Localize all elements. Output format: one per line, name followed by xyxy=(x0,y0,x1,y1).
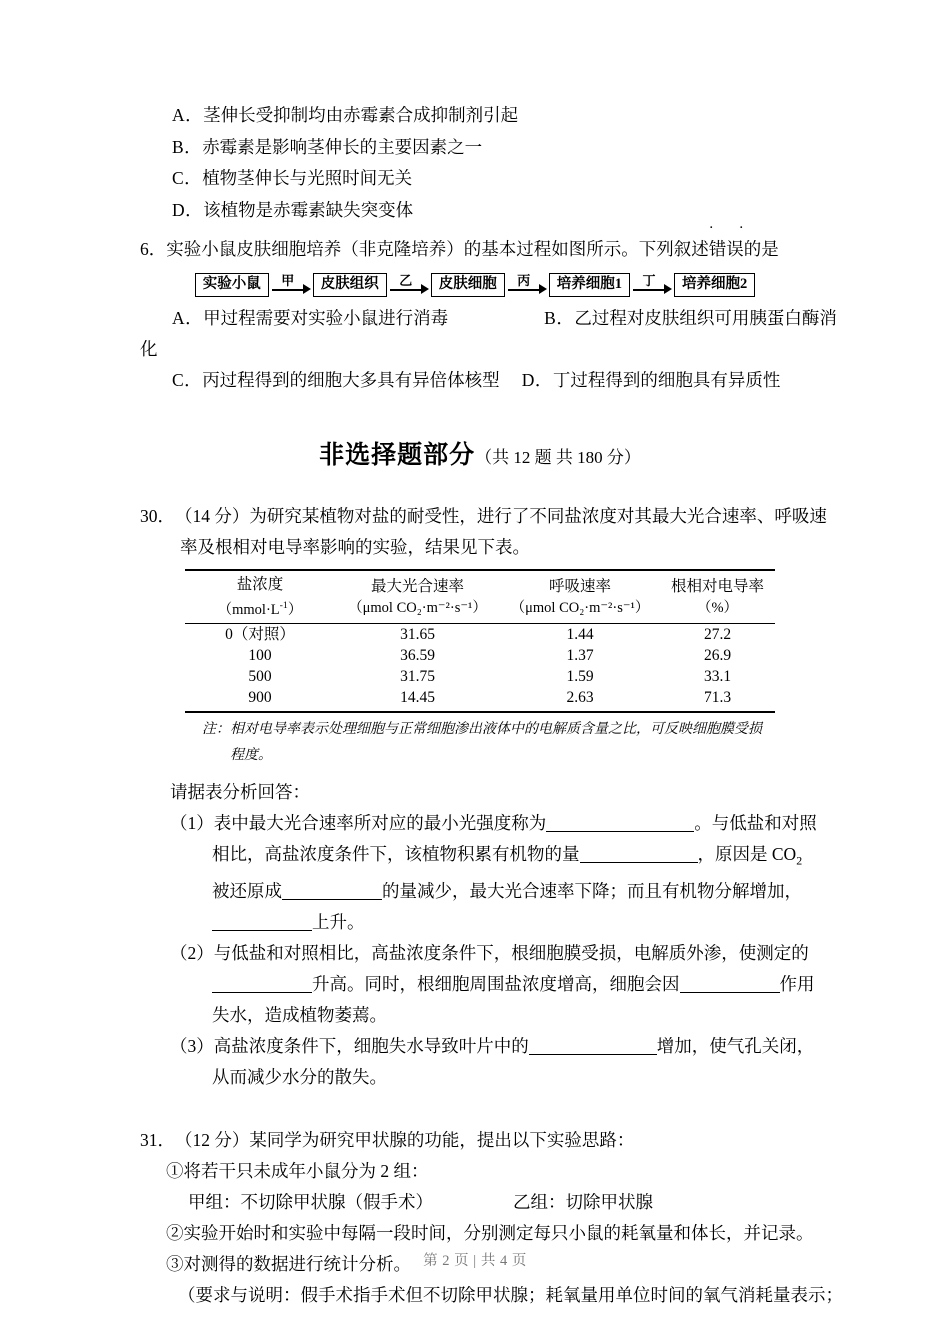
page-footer: 第 2 页 | 共 4 页 xyxy=(423,1253,527,1269)
question30-sub1-line1 xyxy=(140,808,820,839)
question6-emphasis: · · 错误 xyxy=(709,234,744,264)
question6-stem-tail: 的是 xyxy=(743,239,779,259)
arrow-shaft xyxy=(508,289,540,291)
option-text: 丁过程得到的细胞具有异质性 xyxy=(552,370,781,391)
question31-note: （要求与说明：假手术指手术但不切除甲状腺；耗氧量用单位时间的氧气消耗量表示； xyxy=(178,1285,843,1305)
arrow-shaft xyxy=(272,289,304,291)
question30-sub2-line1 xyxy=(140,938,820,969)
question30-text: （14 分）为研究某植物对盐的耐受性，进行了不同盐浓度对其最大光合速率、呼吸速 xyxy=(175,505,827,526)
question30-sub3-line2: 从而减少水分的散失。 xyxy=(212,1067,387,1087)
cell-photo: 31.65 xyxy=(400,625,435,643)
sub1-text: 被还原成 xyxy=(212,881,282,901)
flow-arrow-ding xyxy=(630,272,674,297)
arrow-head-icon xyxy=(421,284,429,294)
table-note xyxy=(140,717,820,769)
cell-culture-flowchart xyxy=(140,273,820,297)
header-root-relative-conductivity xyxy=(660,570,775,623)
question30 xyxy=(140,501,827,1093)
cell-resp: 1.44 xyxy=(566,625,594,643)
flow-box-skin-cell: 皮肤细胞 xyxy=(431,273,505,297)
sub2-label: （2） xyxy=(170,943,214,963)
header-unit: （μmol CO₂·m⁻²·s⁻¹） xyxy=(510,599,650,616)
table-head xyxy=(185,570,775,623)
arrow-head-icon xyxy=(303,284,311,294)
question30-line2: 率及根相对电导率影响的实验，结果见下表。 xyxy=(180,536,530,557)
sub1-text: ，原因是 CO xyxy=(697,843,797,864)
question30-sub3-line1 xyxy=(140,1031,820,1062)
cell-salt: 0（对照） xyxy=(225,625,295,643)
sub2-text: 升高。同时，根细胞周围盐浓度增高，细胞会因 xyxy=(312,974,680,994)
flow-box-skin-tissue: 皮肤组织 xyxy=(313,273,387,297)
option-text: 化 xyxy=(140,339,158,360)
cell-salt: 100 xyxy=(248,646,272,664)
flow-box-cultured-cell-2: 培养细胞2 xyxy=(674,273,755,297)
sub1-text: 表中最大光合速率所对应的最小光强度称为 xyxy=(213,812,547,833)
option-text: 丙过程得到的细胞大多具有异倍体核型 xyxy=(202,370,500,391)
question31-groups xyxy=(140,1187,820,1218)
cell-photo: 31.75 xyxy=(400,667,435,685)
cell-salt: 500 xyxy=(248,667,272,685)
table-row xyxy=(185,645,775,666)
question31-step3: ③对测得的数据进行统计分析。 xyxy=(166,1254,411,1274)
flow-arrow-label: 乙 xyxy=(399,272,413,288)
answer-blank[interactable] xyxy=(680,992,780,993)
sub1-text: 上升。 xyxy=(312,912,365,932)
option-letter: D． xyxy=(172,199,204,220)
sub3-label: （3） xyxy=(170,1036,214,1056)
flow-box-cultured-cell-1: 培养细胞1 xyxy=(549,273,630,297)
option-row xyxy=(140,132,820,164)
option-letter: A． xyxy=(172,307,204,328)
sub1-text: 相比，高盐浓度条件下，该植物积累有机物的量 xyxy=(212,843,580,864)
cell-salt: 900 xyxy=(248,688,272,706)
cell-cond: 26.9 xyxy=(703,646,732,664)
sub3-text: 增加，使气孔关闭， xyxy=(656,1036,815,1056)
option-letter: D． xyxy=(521,370,553,391)
question31-step1: ①将若干只未成年小鼠分为 2 组： xyxy=(166,1161,429,1181)
section-heading xyxy=(140,435,820,471)
header-unit: （μmol CO₂·m⁻²·s⁻¹） xyxy=(348,599,487,616)
sub3-text: 高盐浓度条件下，细胞失水导致叶片中的 xyxy=(213,1036,529,1056)
arrow-head-icon xyxy=(664,284,672,294)
header-unit: （%） xyxy=(696,599,739,616)
table-note-line1: 注：相对电导率表示处理细胞与正常细胞渗出液体中的电解质含量之比，可反映细胞膜受损 xyxy=(202,721,762,737)
group-a-label: 甲组：不切除甲状腺（假手术） xyxy=(188,1192,433,1212)
option-text: 赤霉素是影响茎伸长的主要因素之一 xyxy=(202,136,483,157)
cell-cond: 71.3 xyxy=(703,688,732,706)
question30-prompt: 请据表分析回答： xyxy=(170,781,310,802)
cell-photo: 14.45 xyxy=(400,688,435,706)
option-row xyxy=(140,303,837,335)
option-text: 甲过程需要对实验小鼠进行消毒 xyxy=(203,307,449,328)
header-name: 呼吸速率 xyxy=(548,577,611,595)
option-letter: A． xyxy=(172,105,204,125)
question31-text: （12 分）某同学为研究甲状腺的功能，提出以下实验思路： xyxy=(175,1130,635,1150)
flow-arrow-label: 丙 xyxy=(517,272,531,288)
answer-blank[interactable] xyxy=(282,899,382,900)
cell-resp: 1.37 xyxy=(566,646,594,664)
question5-options xyxy=(140,100,820,226)
sub1-text: 。与低盐和对照 xyxy=(694,812,817,833)
flow-arrow-label: 丁 xyxy=(642,272,656,288)
option-wrap-line xyxy=(140,334,820,365)
question6-stem-text: 实验小鼠皮肤细胞培养（非克隆培养）的基本过程如图所示。下列叙述 xyxy=(166,239,709,259)
answer-blank[interactable] xyxy=(212,992,312,993)
question6-number: 6． xyxy=(140,239,167,259)
question30-sub2-line2 xyxy=(140,969,820,1000)
salt-experiment-table xyxy=(185,569,775,713)
question6-stem xyxy=(140,234,820,264)
header-name: 盐浓度 xyxy=(236,575,284,593)
answer-blank[interactable] xyxy=(529,1054,657,1055)
cell-photo: 36.59 xyxy=(400,646,435,664)
table-row xyxy=(185,623,775,645)
option-text: 该植物是赤霉素缺失突变体 xyxy=(203,199,414,220)
page-content xyxy=(140,100,843,1311)
arrow-head-icon xyxy=(539,284,547,294)
cell-resp: 1.59 xyxy=(566,667,594,685)
question30-sub1-line3 xyxy=(140,876,820,907)
arrow-shaft xyxy=(633,289,665,291)
option-letter: C． xyxy=(172,370,203,391)
answer-blank[interactable] xyxy=(212,930,312,931)
sub2-text: 作用 xyxy=(779,974,815,994)
section-title-main: 非选择题部分 xyxy=(319,439,476,469)
question31-line1 xyxy=(140,1125,820,1156)
sub2-text: 与低盐和对照相比，高盐浓度条件下，根细胞膜受损，电解质外渗，使测定的 xyxy=(213,943,809,963)
option-row xyxy=(140,100,820,132)
salt-experiment-table-wrap xyxy=(140,569,820,713)
option-row xyxy=(140,163,820,195)
question31 xyxy=(140,1125,843,1311)
flow-arrow-bing xyxy=(505,272,549,297)
header-unit: $(mmol\cdot L^{-1})$ xyxy=(217,599,303,618)
arrow-shaft xyxy=(390,289,422,291)
option-text: 乙过程对皮肤组织可用胰蛋白酶消 xyxy=(574,307,837,328)
question30-sub1-line2 xyxy=(140,839,820,877)
option-text: 茎伸长受抑制均由赤霉素合成抑制剂引起 xyxy=(203,105,519,125)
table-header-row xyxy=(185,570,775,623)
option-letter: B． xyxy=(172,136,203,157)
question30-sub1-line4 xyxy=(140,907,820,938)
cell-resp: 2.63 xyxy=(566,688,594,706)
option-text: 植物茎伸长与光照时间无关 xyxy=(202,168,413,188)
flow-arrow-jia xyxy=(269,272,313,297)
question31-number: 31． xyxy=(140,1130,175,1150)
answer-blank[interactable] xyxy=(580,862,698,863)
cell-cond: 27.2 xyxy=(703,625,732,643)
table-row xyxy=(185,666,775,687)
flow-arrow-label: 甲 xyxy=(281,272,295,288)
question6-options xyxy=(140,303,837,397)
co2-subscript: 2 xyxy=(796,853,803,867)
sub1-text: 的量减少，最大光合速率下降；而且有机物分解增加， xyxy=(382,881,802,901)
header-name: 最大光合速率 xyxy=(370,577,464,595)
question30-number: 30． xyxy=(140,505,175,526)
header-respiration-rate xyxy=(500,570,660,623)
section-title-sub: （共 12 题 共 180 分） xyxy=(475,447,641,467)
header-salt-concentration xyxy=(185,570,335,623)
flow-arrow-yi xyxy=(387,272,431,297)
question30-line1 xyxy=(140,501,827,532)
sub1-label: （1） xyxy=(170,812,214,833)
header-name: 根相对电导率 xyxy=(670,577,764,595)
option-letter: B． xyxy=(544,307,575,328)
table-row xyxy=(185,687,775,712)
table-note-line2: 程度。 xyxy=(230,747,272,763)
question30-sub2-line3: 失水，造成植物萎蔫。 xyxy=(212,1005,387,1025)
question31-step2: ②实验开始时和实验中每隔一段时间，分别测定每只小鼠的耗氧量和体长，并记录。 xyxy=(166,1223,814,1243)
option-letter: C． xyxy=(172,168,203,188)
option-row xyxy=(140,365,820,397)
answer-blank[interactable] xyxy=(546,831,694,832)
group-b-label: 乙组：切除甲状腺 xyxy=(513,1192,653,1212)
table-body xyxy=(185,623,775,712)
header-max-photosynthetic-rate xyxy=(335,570,500,623)
cell-cond: 33.1 xyxy=(703,667,732,685)
flow-box-experimental-mouse: 实验小鼠 xyxy=(195,273,269,297)
